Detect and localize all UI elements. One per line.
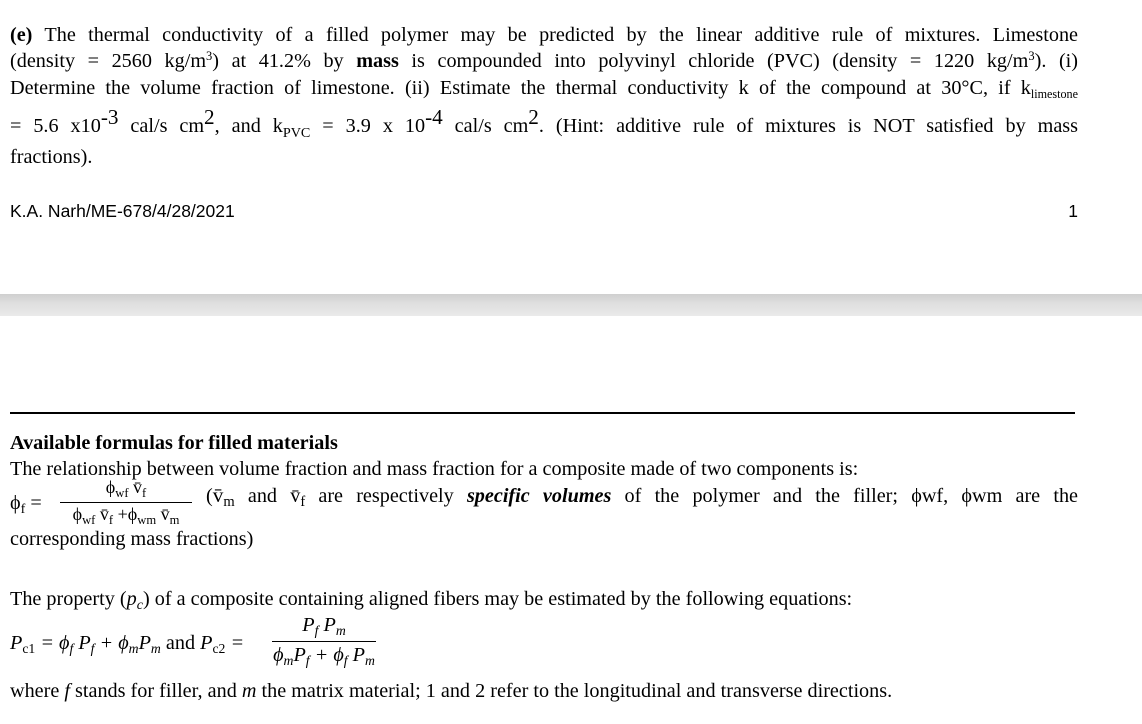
question-line-2: (density = 2560 $kg/m^3$) at 41.2% by mass is compounded into polyvinyl chloride (PVC) (density = 1220 $kg/m^3$). (i) bbox=[10, 49, 1078, 72]
v-bar-f: v̄ bbox=[290, 485, 301, 507]
page-2 bbox=[0, 316, 1142, 724]
fraction-denominator: $\phi_{wf}$ $v̄_f +\phi_{wm}$ $v̄_m$ bbox=[72, 504, 180, 527]
formulas-section bbox=[10, 430, 1078, 704]
fraction-numerator: $\phi_{wf}$ $v̄_f$ bbox=[105, 477, 147, 500]
phi-f-lhs: $\phi_f$ = bbox=[10, 492, 42, 518]
page-separator bbox=[0, 294, 1142, 316]
relationship-text: The relationship between volume fraction and mass fraction for a composite made of two components is: bbox=[10, 458, 859, 480]
transverse-fraction bbox=[268, 612, 380, 670]
question-line-4: = 5.6 x10-3 cal/s cm2, and $k_{PVC} = 3.9$ x 10-4 cal/s cm2. (Hint: additive rule of mixtures is NOT satisfied by mass bbox=[10, 105, 1078, 141]
volume-fraction-formula bbox=[10, 477, 1078, 536]
horizontal-rule bbox=[10, 412, 1075, 414]
longitudinal-equation: $P_{c1} = \phi_f$ $P_f + \phi_mP_m$ and $P_{c2}$ = bbox=[10, 632, 245, 657]
transverse-numerator: $P_f$ $P_m$ bbox=[302, 614, 346, 639]
rule-of-mixtures-equations bbox=[10, 614, 1078, 670]
mass-fraction-note: corresponding mass fractions) bbox=[10, 528, 254, 550]
page-1 bbox=[0, 0, 1142, 294]
footer-page-number: 1 bbox=[1068, 201, 1078, 221]
where-text: where f stands for filler, and m the matrix material; 1 and 2 refer to the longitudinal and transverse directions. bbox=[10, 680, 893, 702]
transverse-denominator: $\phi_mP_f + \phi_f$ $P_m$ bbox=[273, 644, 375, 669]
property-text: The property $(p_c)$ of a composite containing aligned fibers may be estimated by the following equations: bbox=[10, 588, 853, 614]
formulas-heading: Available formulas for filled materials bbox=[10, 432, 338, 454]
question-line-3: Determine the volume fraction of limestone. (ii) Estimate the thermal conductivity k of the compound at 30°C, if $k_{limestone}$ bbox=[10, 77, 1078, 102]
question-e bbox=[10, 23, 1078, 172]
question-line-1: (e) The thermal conductivity of a filled polymer may be predicted by the linear additive rule of mixtures. Limestone bbox=[10, 24, 1078, 46]
question-line-5: fractions). bbox=[10, 145, 93, 168]
footer-course-code: K.A. Narh/ME-678/4/28/2021 bbox=[10, 201, 235, 221]
v-bar-m: v̄ bbox=[212, 483, 224, 507]
volume-fraction-fraction bbox=[54, 476, 198, 527]
specific-volume-explanation: ($v̄_m$ and $v̄_f$ are respectively specific volumes of the polymer and the filler; ϕwf, ϕwm are the bbox=[206, 483, 1078, 511]
